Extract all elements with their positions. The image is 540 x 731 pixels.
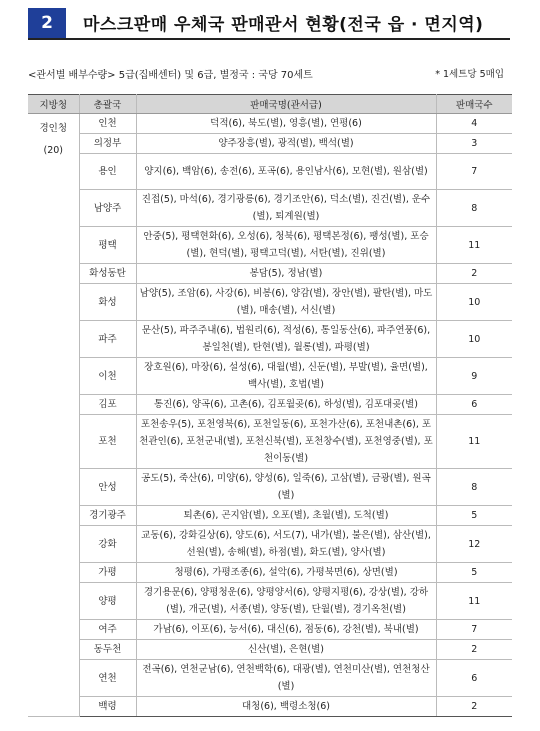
- sales-offices-cell: 교동(6), 강화길상(6), 양도(6), 서도(7), 내가(별), 불은(별), 삼산(별), 선원(별), 송해(별), 하점(별), 화도(별), 양사(별): [136, 526, 436, 563]
- sales-count-cell: 10: [436, 321, 512, 358]
- sales-count-cell: 12: [436, 526, 512, 563]
- sales-offices-cell: 퇴촌(6), 곤지암(별), 오포(별), 초월(별), 도척(별): [136, 506, 436, 526]
- section-title: 마스크판매 우체국 판매관서 현황(전국 읍 · 면지역): [83, 15, 484, 35]
- general-office-cell: 화성동탄: [79, 264, 136, 284]
- sales-count-cell: 7: [436, 154, 512, 190]
- table-header-row: [28, 95, 512, 114]
- sales-offices-cell: 봉담(5), 정남(별): [136, 264, 436, 284]
- sales-offices-cell: 경기용문(6), 양평청운(6), 양평양서(6), 양평지평(6), 강상(별), 강하(별), 개군(별), 서종(별), 양동(별), 단월(별), 경기옥천(별): [136, 583, 436, 620]
- regional-office-cell: [28, 114, 79, 717]
- sales-count-cell: 5: [436, 506, 512, 526]
- sales-count-cell: 11: [436, 583, 512, 620]
- table-row: [28, 620, 512, 640]
- table-row: [28, 415, 512, 469]
- general-office-cell: 포천: [79, 415, 136, 469]
- general-office-cell: 양평: [79, 583, 136, 620]
- table-row: [28, 114, 512, 134]
- general-office-cell: 파주: [79, 321, 136, 358]
- general-office-cell: 이천: [79, 358, 136, 395]
- sales-count-cell: 5: [436, 563, 512, 583]
- table-row: [28, 583, 512, 620]
- sales-count-cell: 8: [436, 469, 512, 506]
- sales-count-cell: 4: [436, 114, 512, 134]
- sales-offices-cell: 양지(6), 백암(6), 송전(6), 포곡(6), 용인남사(6), 모현(별), 원삼(별): [136, 154, 436, 190]
- general-office-cell: 의정부: [79, 134, 136, 154]
- table-body: [28, 114, 512, 717]
- sales-count-cell: 10: [436, 284, 512, 321]
- sales-count-cell: 3: [436, 134, 512, 154]
- table-row: [28, 469, 512, 506]
- table-row: [28, 321, 512, 358]
- sales-offices-cell: 신산(별), 은현(별): [136, 640, 436, 660]
- sales-count-cell: 11: [436, 227, 512, 264]
- table-row: [28, 526, 512, 563]
- sales-offices-cell: 포천송우(5), 포천영북(6), 포천일동(6), 포천가산(6), 포천내촌(6), 포천관인(6), 포천군내(별), 포천신북(별), 포천창수(별), 포천영중(별), 포천이동(별): [136, 415, 436, 469]
- sales-offices-cell: 통진(6), 양곡(6), 고촌(6), 김포월곶(6), 하성(별), 김포대곶(별): [136, 395, 436, 415]
- general-office-cell: 용인: [79, 154, 136, 190]
- table-row: [28, 640, 512, 660]
- table-row: [28, 697, 512, 717]
- sales-count-cell: 2: [436, 264, 512, 284]
- sales-offices-cell: 전곡(6), 연천군남(6), 연천백학(6), 대광(별), 연천미산(별), 연천청산(별): [136, 660, 436, 697]
- general-office-cell: 평택: [79, 227, 136, 264]
- sales-offices-cell: 공도(5), 죽산(6), 미양(6), 양성(6), 일죽(6), 고삼(별), 금광(별), 원곡(별): [136, 469, 436, 506]
- general-office-cell: 가평: [79, 563, 136, 583]
- sales-offices-cell: 덕적(6), 북도(별), 영흥(별), 연평(6): [136, 114, 436, 134]
- sales-count-cell: 9: [436, 358, 512, 395]
- table-row: [28, 227, 512, 264]
- section-number-badge: 2: [28, 8, 66, 38]
- sales-count-cell: 7: [436, 620, 512, 640]
- general-office-cell: 인천: [79, 114, 136, 134]
- distribution-note-text: <관서별 배부수량> 5급(집배센터) 및 6급, 별정국 : 국당 70세트: [28, 70, 313, 81]
- sales-offices-cell: 남양(5), 조암(6), 사강(6), 비봉(6), 양감(별), 장안(별), 팔탄(별), 마도(별), 매송(별), 서신(별): [136, 284, 436, 321]
- header-regional-office: 지방청: [28, 95, 79, 114]
- sales-offices-cell: 청평(6), 가평조종(6), 설악(6), 가평북면(6), 상면(별): [136, 563, 436, 583]
- general-office-cell: 여주: [79, 620, 136, 640]
- general-office-cell: 경기광주: [79, 506, 136, 526]
- sales-offices-cell: 대청(6), 백령소청(6): [136, 697, 436, 717]
- sales-offices-cell: 양주장흥(별), 광적(별), 백석(별): [136, 134, 436, 154]
- regional-office-count: (20): [43, 145, 63, 156]
- sales-count-cell: 8: [436, 190, 512, 227]
- sales-offices-cell: 가남(6), 이포(6), 능서(6), 대신(6), 점동(6), 강천(별), 북내(별): [136, 620, 436, 640]
- table-row: [28, 660, 512, 697]
- regional-office-name: 경인청: [39, 123, 68, 134]
- general-office-cell: 강화: [79, 526, 136, 563]
- general-office-cell: 남양주: [79, 190, 136, 227]
- table-row: [28, 264, 512, 284]
- header-sales-office-names: 판매국명(관서급): [136, 95, 436, 114]
- table-row: [28, 358, 512, 395]
- sales-count-cell: 2: [436, 697, 512, 717]
- sales-count-cell: 2: [436, 640, 512, 660]
- general-office-cell: 동두천: [79, 640, 136, 660]
- sales-offices-cell: 장호원(6), 마장(6), 설성(6), 대월(별), 신둔(별), 부발(별), 율면(별), 백사(별), 호법(별): [136, 358, 436, 395]
- set-size-note: * 1세트당 5매입: [435, 69, 504, 80]
- general-office-cell: 백령: [79, 697, 136, 717]
- table-row: [28, 563, 512, 583]
- header-general-office: 총괄국: [79, 95, 136, 114]
- sales-count-cell: 6: [436, 395, 512, 415]
- sales-offices-cell: 진접(5), 마석(6), 경기광릉(6), 경기조안(6), 덕소(별), 진건(별), 운수(별), 퇴계원(별): [136, 190, 436, 227]
- sales-offices-cell: 안중(5), 평택현화(6), 오성(6), 청북(6), 평택본정(6), 팽성(별), 포승(별), 현덕(별), 평택고덕(별), 서탄(별), 진위(별): [136, 227, 436, 264]
- table-row: [28, 190, 512, 227]
- table-row: [28, 284, 512, 321]
- header-sales-office-count: 판매국수: [436, 95, 512, 114]
- section-header: [28, 4, 510, 40]
- table-row: [28, 154, 512, 190]
- sales-office-table: [28, 94, 512, 717]
- sales-count-cell: 6: [436, 660, 512, 697]
- general-office-cell: 화성: [79, 284, 136, 321]
- general-office-cell: 안성: [79, 469, 136, 506]
- sales-count-cell: 11: [436, 415, 512, 469]
- table-row: [28, 506, 512, 526]
- table-row: [28, 395, 512, 415]
- general-office-cell: 김포: [79, 395, 136, 415]
- table-row: [28, 134, 512, 154]
- general-office-cell: 연천: [79, 660, 136, 697]
- sales-offices-cell: 문산(5), 파주주내(6), 법원리(6), 적성(6), 통일동산(6), 파주연풍(6), 봉일천(별), 탄현(별), 월롱(별), 파평(별): [136, 321, 436, 358]
